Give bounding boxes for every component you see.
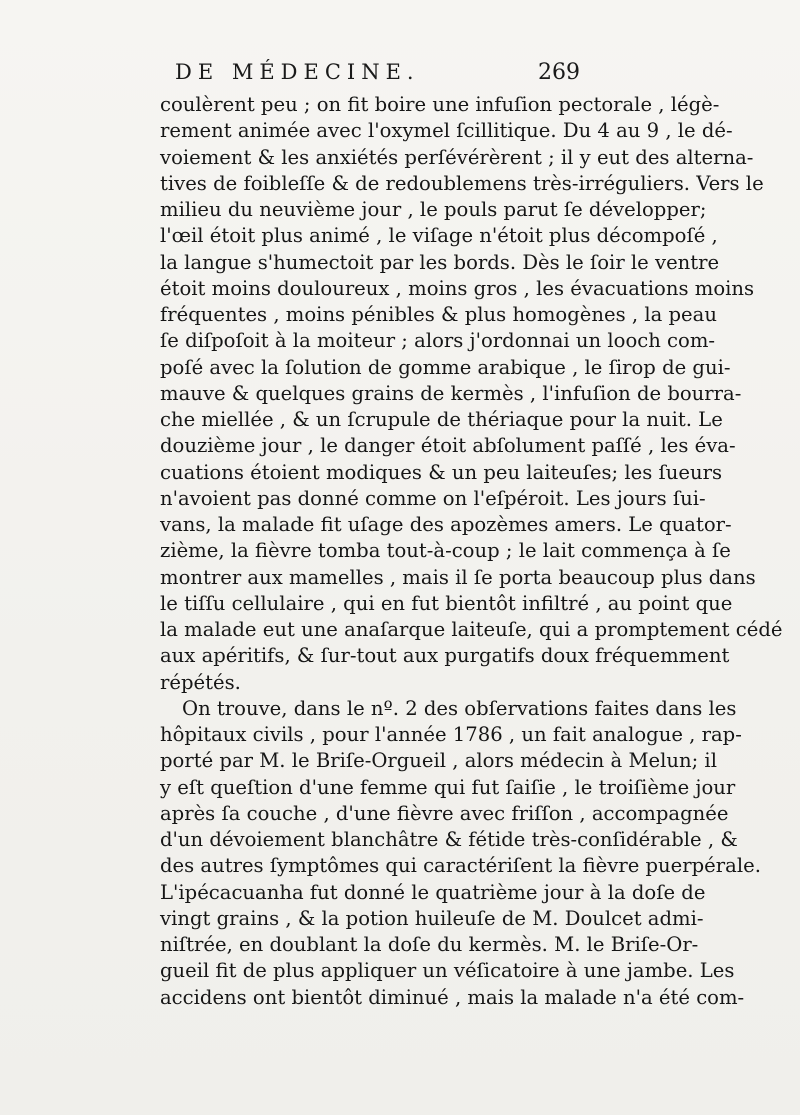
- text-line: che miellée , & un ſcrupule de thériaque pour la nuit. Le: [160, 408, 723, 431]
- text-line: porté par M. le Briſe-Orgueil , alors médecin à Melun; il: [160, 749, 717, 773]
- text-line: voiement & les anxiétés perſévérèrent ; il y eut des alterna-: [160, 145, 754, 169]
- text-line: étoit moins douloureux , moins gros , les évacuations moins: [160, 276, 755, 300]
- text-line: zième, la fièvre tomba tout-à-coup ; le lait commença à ſe: [160, 539, 731, 563]
- text-line: la langue s'humectoit par les bords. Dès le ſoir le ventre: [160, 250, 720, 274]
- running-title: DE MÉDECINE.: [175, 60, 420, 84]
- page-header: [150, 60, 620, 92]
- text-line: niſtrée, en doublant la doſe du kermès. M. le Briſe-Or-: [160, 933, 699, 956]
- text-line: après ſa couche , d'une fièvre avec friſſon , accompagnée: [160, 801, 729, 825]
- text-line: n'avoient pas donné comme on l'eſpéroit. Les jours ſui-: [160, 486, 706, 510]
- text-line: l'œil étoit plus animé , le viſage n'étoit plus décompoſé ,: [160, 224, 718, 248]
- text-line: montrer aux mamelles , mais il ſe porta beaucoup plus dans: [160, 565, 756, 589]
- text-line: y eſt queſtion d'une femme qui fut ſaiſie , le troiſième jour: [160, 775, 736, 799]
- paragraph-start-line: On trouve, dans le nº. 2 des obſervations faites dans les: [182, 696, 737, 720]
- text-line: aux apéritifs, & ſur-tout aux purgatifs doux fréquemment: [160, 644, 730, 668]
- body-text: [160, 92, 783, 1011]
- text-line: hôpitaux civils , pour l'année 1786 , un fait analogue , rap-: [160, 723, 742, 746]
- text-line: cuations étoient modiques & un peu laiteuſes; les ſueurs: [160, 460, 722, 484]
- text-line: mauve & quelques grains de kermès , l'infuſion de bourra-: [160, 381, 742, 405]
- text-line: des autres ſymptômes qui caractériſent la fièvre puerpérale.: [160, 854, 761, 878]
- text-line: tives de foibleſſe & de redoublemens très-irréguliers. Vers le: [160, 171, 764, 195]
- text-line: L'ipécacuanha fut donné le quatrième jour à la doſe de: [160, 880, 706, 904]
- text-line: vans, la malade fit uſage des apozèmes amers. Le quator-: [160, 513, 732, 536]
- text-line: poſé avec la ſolution de gomme arabique , le ſirop de gui-: [160, 355, 731, 379]
- text-line: le tiſſu cellulaire , qui en fut bientôt infiltré , au point que: [160, 591, 733, 615]
- text-line: vingt grains , & la potion huileuſe de M. Doulcet admi-: [160, 906, 704, 930]
- text-line: rement animée avec l'oxymel ſcillitique. Du 4 au 9 , le dé-: [160, 119, 733, 143]
- text-line: douzième jour , le danger étoit abſolument paſſé , les éva-: [160, 434, 736, 458]
- text-line: la malade eut une anaſarque laiteuſe, qui a promptement cédé: [160, 618, 783, 641]
- text-line: accidens ont bientôt diminué , mais la malade n'a été com-: [160, 985, 745, 1009]
- text-line: gueil fit de plus appliquer un véſicatoire à une jambe. Les: [160, 959, 735, 983]
- paragraph-end-line: répétés.: [160, 670, 241, 694]
- text-line: milieu du neuvième jour , le pouls parut ſe développer;: [160, 198, 707, 221]
- text-line: coulèrent peu ; on fit boire une infuſion pectorale , légè-: [160, 93, 720, 116]
- text-line: fréquentes , moins pénibles & plus homogènes , la peau: [160, 303, 717, 326]
- page-number: 269: [538, 60, 580, 85]
- text-line: ſe diſpoſoit à la moiteur ; alors j'ordonnai un looch com-: [160, 329, 716, 353]
- text-line: d'un dévoiement blanchâtre & fétide très-conſidérable , &: [160, 828, 738, 851]
